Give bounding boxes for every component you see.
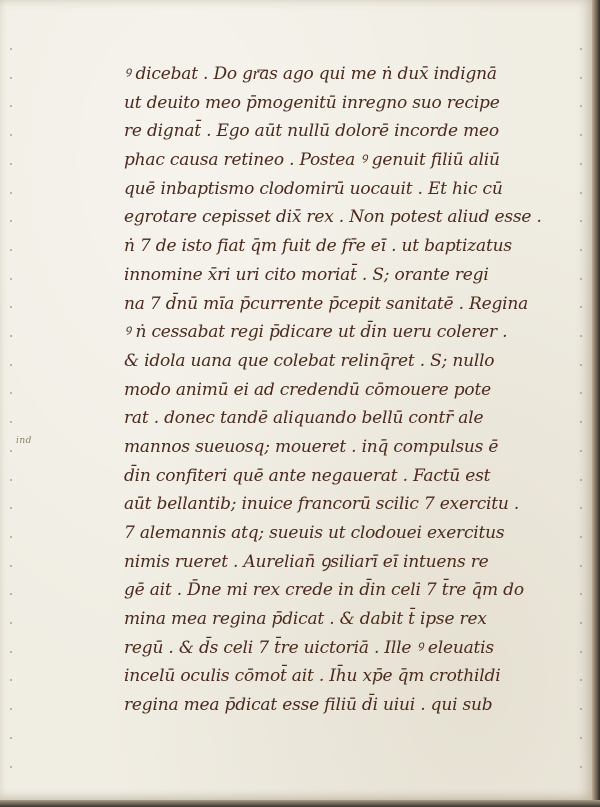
prick-mark (10, 48, 12, 50)
prick-mark (10, 679, 12, 681)
prick-mark (10, 392, 12, 394)
prick-mark (580, 134, 582, 136)
prick-mark (10, 163, 12, 165)
prick-mark (580, 622, 582, 624)
prick-mark (10, 335, 12, 337)
prick-mark (580, 421, 582, 423)
manuscript-line: ṅ 7 de isto fiat q̄m fuit de fr̄e eī . ut baptizatus (124, 236, 512, 257)
page-edge-right (592, 0, 600, 807)
manuscript-line: ꝰ dicebat . Do gr͞as ago qui me ṅ dux̄ indignā (124, 64, 497, 84)
prick-mark (580, 192, 582, 194)
prick-mark (580, 450, 582, 452)
prick-mark (10, 249, 12, 251)
manuscript-line: gē ait . D̄ne mi rex crede in d̄in celi 7 t̄re q̄m do (124, 580, 524, 601)
manuscript-line: phac causa retineo . Postea ꝰ genuit filiū aliū (124, 150, 500, 171)
prick-mark (10, 105, 12, 107)
prick-mark (10, 507, 12, 509)
manuscript-line: nimis rueret . Aurelian̄ ꝯsiliarī eī intuens re (124, 551, 489, 572)
ruling-prick-marks-right (578, 0, 584, 800)
manuscript-line: innomine x̄ri uri cito moriat̄ . S; orante regi (124, 264, 489, 285)
prick-mark (580, 507, 582, 509)
prick-mark (580, 679, 582, 681)
ruling-prick-marks-left (8, 0, 14, 800)
manuscript-line: 7 alemannis atq; sueuis ut clodouei exercitus (124, 523, 505, 543)
prick-mark (10, 593, 12, 595)
prick-mark (10, 134, 12, 136)
prick-mark (580, 278, 582, 280)
prick-mark (580, 364, 582, 366)
manuscript-line: regina mea p̄dicat esse filiū d̄i uiui . qui sub (124, 695, 493, 716)
margin-annotation: ind (16, 436, 32, 446)
prick-mark (580, 306, 582, 308)
prick-mark (580, 737, 582, 739)
prick-mark (580, 105, 582, 107)
prick-mark (10, 651, 12, 653)
prick-mark (10, 77, 12, 79)
prick-mark (580, 593, 582, 595)
manuscript-line: modo animū ei ad credendū cōmouere pote (124, 379, 491, 400)
prick-mark (10, 364, 12, 366)
prick-mark (10, 479, 12, 481)
manuscript-line: & idola uana que colebat relinq̄ret . S; nullo (124, 350, 495, 371)
prick-mark (580, 565, 582, 567)
manuscript-line: incelū oculis cōmot̄ ait . Ih̄u xp̄e q̄m crothildi (124, 666, 501, 687)
prick-mark (580, 392, 582, 394)
prick-mark (580, 163, 582, 165)
prick-mark (10, 192, 12, 194)
prick-mark (580, 479, 582, 481)
prick-mark (580, 651, 582, 653)
manuscript-line: ut deuito meo p̄mogenitū inregno suo recipe (124, 92, 500, 113)
prick-mark (580, 536, 582, 538)
manuscript-line: re dignat̄ . Ego aūt nullū dolorē incorde meo (124, 121, 499, 142)
prick-mark (580, 708, 582, 710)
manuscript-line: rat . donec tandē aliquando bellū contr̄ ale (124, 408, 484, 429)
page-edge-bottom (0, 800, 600, 807)
manuscript-line: d̄in confiteri quē ante negauerat . Factū est (124, 465, 491, 486)
prick-mark (10, 536, 12, 538)
prick-mark (10, 708, 12, 710)
manuscript-line: na 7 d̄nū mīa p̄currente p̄cepit sanitatē . Regina (124, 293, 529, 314)
manuscript-line: mannos sueuosq; moueret . inq̄ compulsus ē (124, 436, 499, 457)
prick-mark (10, 306, 12, 308)
prick-mark (580, 220, 582, 222)
prick-mark (10, 278, 12, 280)
prick-mark (580, 77, 582, 79)
prick-mark (10, 622, 12, 624)
prick-mark (10, 450, 12, 452)
prick-mark (10, 766, 12, 768)
prick-mark (10, 220, 12, 222)
manuscript-line: aūt bellantib; inuice francorū scilic 7 exercitu . (124, 494, 520, 515)
manuscript-line: mina mea regina p̄dicat . & dabit t̄ ipse rex (124, 609, 487, 630)
prick-mark (580, 249, 582, 251)
manuscript-line: quē inbaptismo clodomirū uocauit . Et hic cū (124, 178, 503, 199)
manuscript-line: egrotare cepisset dix̄ rex . Non potest aliud esse . (124, 207, 542, 228)
manuscript-text-block (124, 60, 554, 720)
manuscript-line: ꝰ ṅ cessabat regi p̄dicare ut d̄in ueru colerer . (124, 322, 508, 343)
prick-mark (580, 335, 582, 337)
prick-mark (10, 565, 12, 567)
prick-mark (10, 421, 12, 423)
manuscript-line: regū . & d̄s celi 7 t̄re uictoriā . Ille ꝰ eleuatis (124, 637, 494, 658)
prick-mark (580, 766, 582, 768)
prick-mark (10, 737, 12, 739)
prick-mark (580, 48, 582, 50)
